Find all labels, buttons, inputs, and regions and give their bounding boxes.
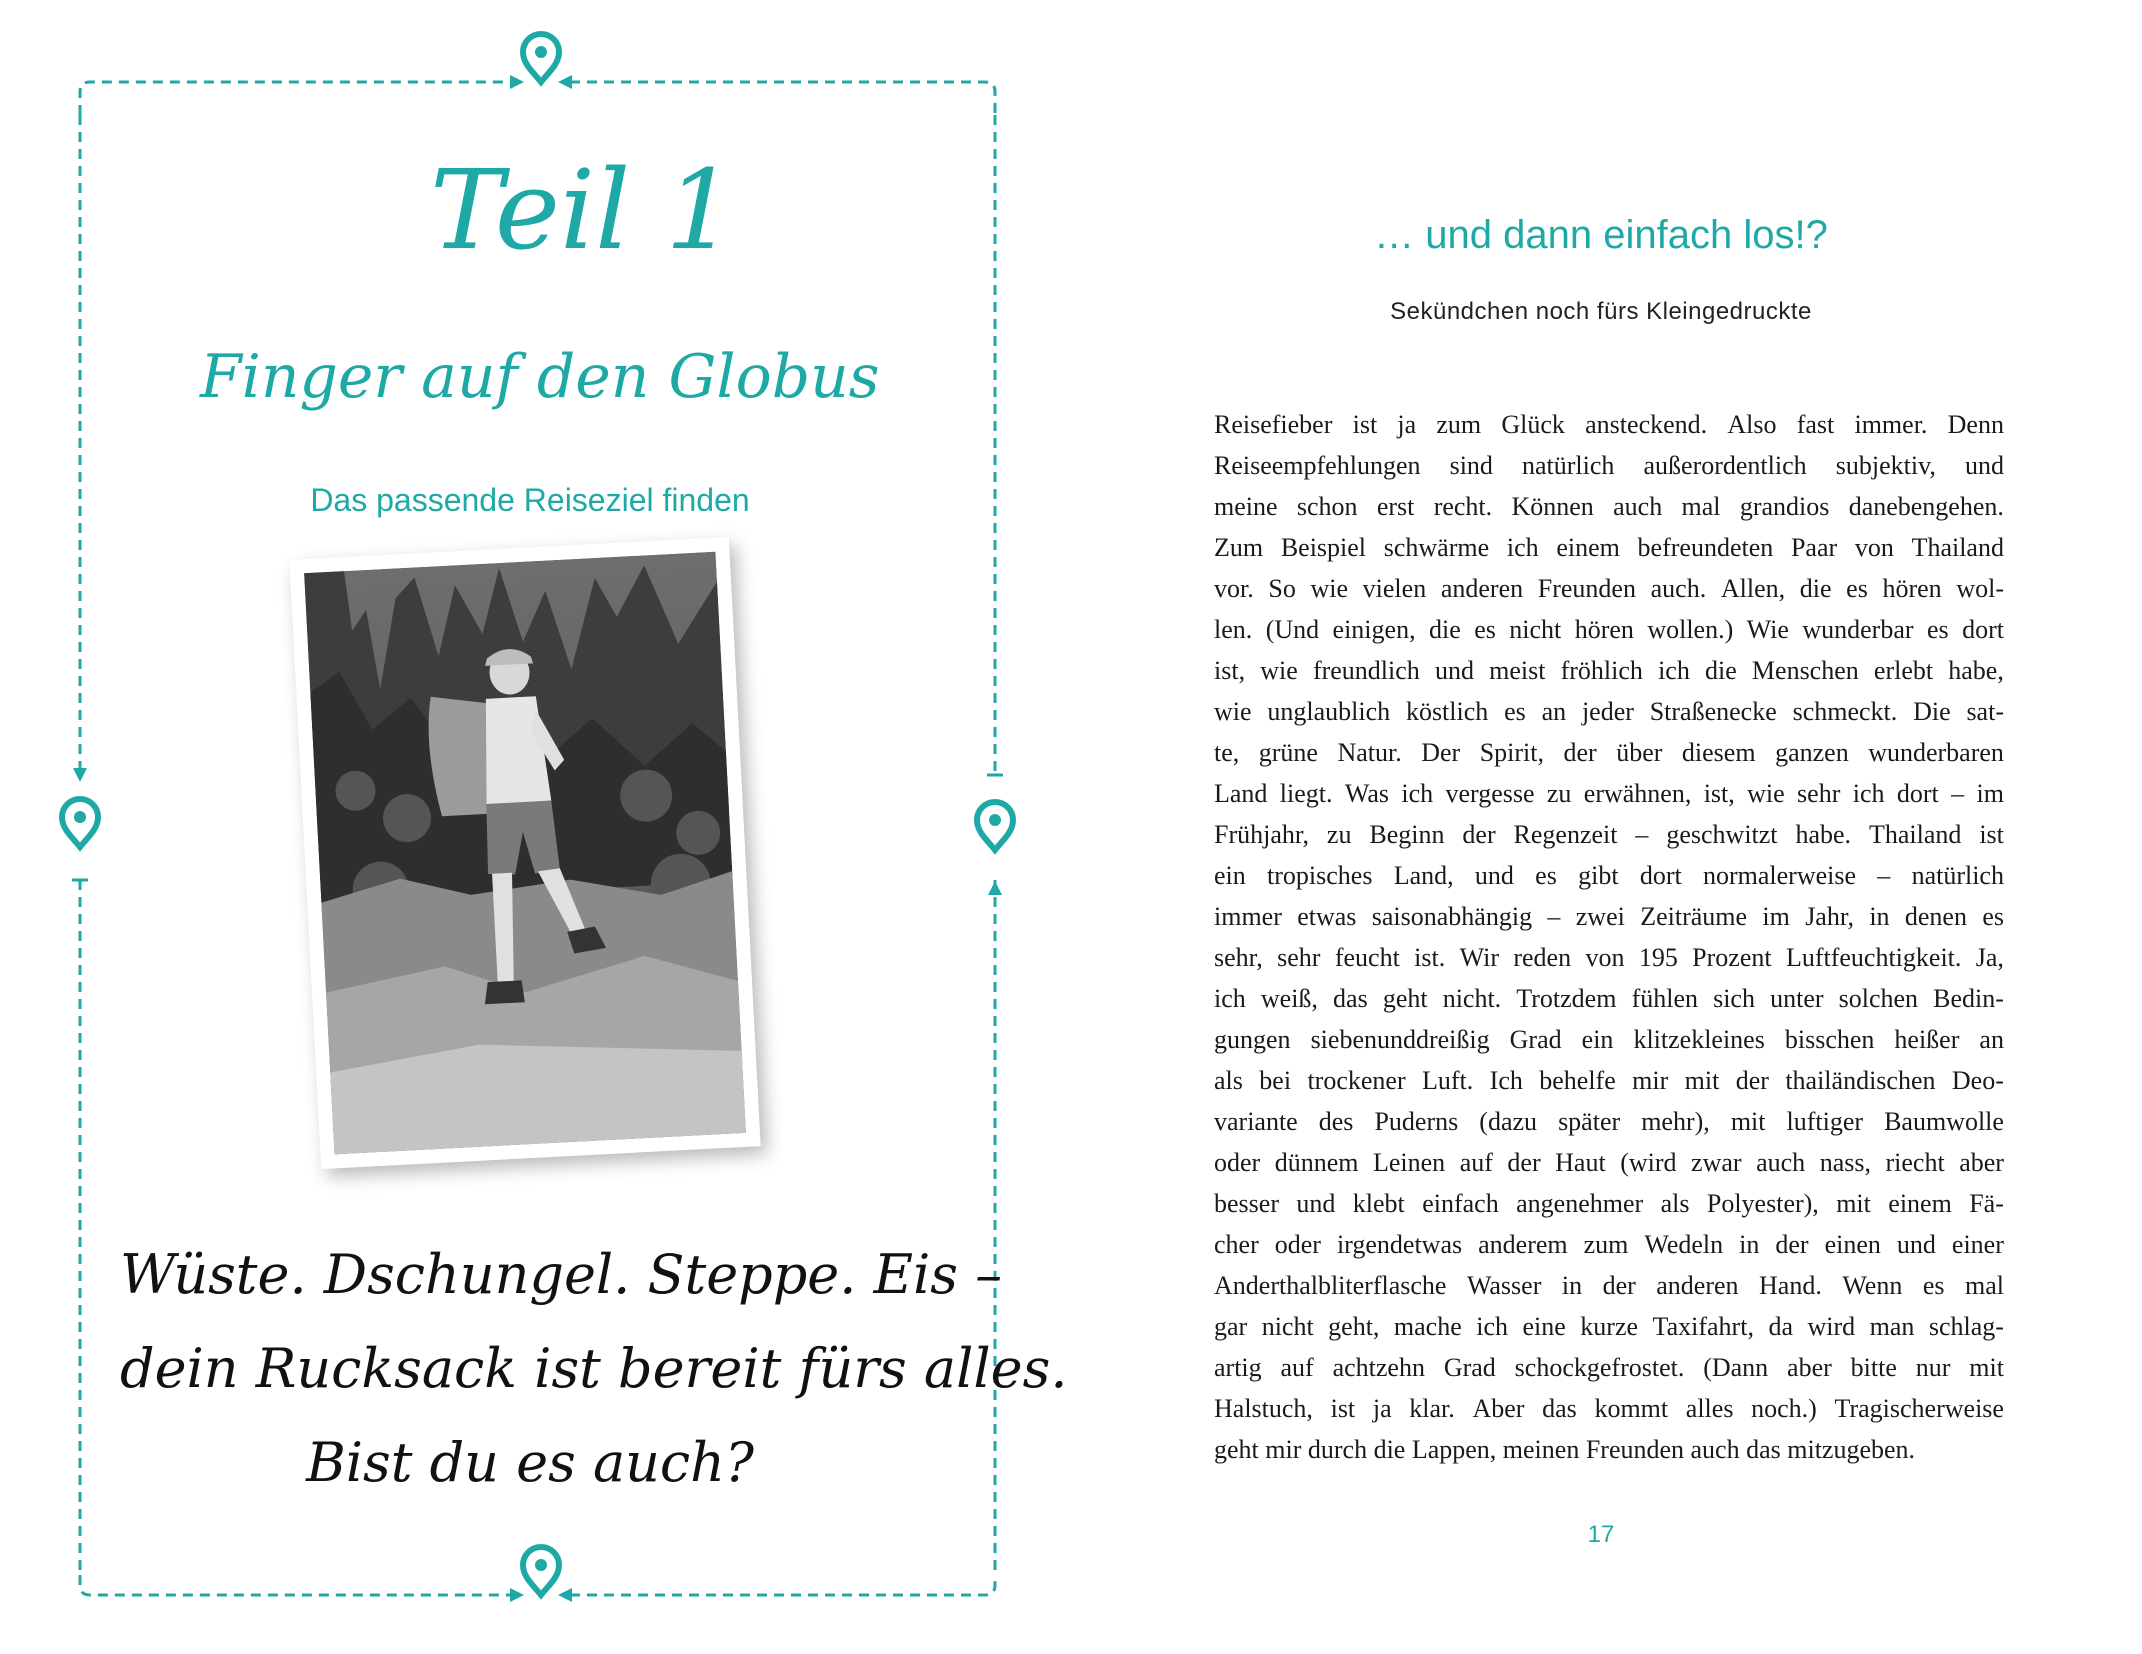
body-line: geht mir durch die Lappen, meinen Freunden auch das mitzugeben. bbox=[1214, 1435, 1916, 1464]
chapter-title: … und dann einfach los!? bbox=[1374, 213, 1828, 257]
hiker-photo bbox=[289, 537, 760, 1169]
body-line: vor. So wie vielen anderen Freunden auch. Allen, die es hören wol- bbox=[1214, 574, 2004, 603]
body-line: wie unglaublich köstlich es an jeder Straßenecke schmeckt. Die sat- bbox=[1214, 697, 2004, 726]
body-line: Land liegt. Was ich vergesse zu erwähnen, ist, wie sehr ich dort – im bbox=[1214, 779, 2004, 808]
body-line: Reisefieber ist ja zum Glück ansteckend. Also fast immer. Denn bbox=[1214, 410, 2004, 439]
body-line: Zum Beispiel schwärme ich einem befreundeten Paar von Thailand bbox=[1214, 533, 2004, 562]
body-line: Frühjahr, zu Beginn der Regenzeit – geschwitzt habe. Thailand ist bbox=[1214, 820, 2004, 849]
quote bbox=[120, 1228, 1068, 1510]
body-line: als bei trockener Luft. Ich behelfe mir mit der thailändischen Deo- bbox=[1214, 1066, 2004, 1095]
body-line: Anderthalbliterflasche Wasser in der anderen Hand. Wenn es mal bbox=[1214, 1271, 2004, 1300]
quote-line: Bist du es auch? bbox=[306, 1431, 754, 1494]
body-line: besser und klebt einfach angenehmer als Polyester), mit einem Fä- bbox=[1214, 1189, 2004, 1218]
body-line: sehr, sehr feucht ist. Wir reden von 195 Prozent Luftfeuchtigkeit. Ja, bbox=[1214, 943, 2004, 972]
part-subtitle: Finger auf den Globus bbox=[200, 342, 880, 412]
body-line: cher oder irgendetwas anderem zum Wedeln in der einen und einer bbox=[1214, 1230, 2004, 1259]
body-line: ich weiß, das geht nicht. Trotzdem fühlen sich unter solchen Bedin- bbox=[1214, 984, 2004, 1013]
body-line: immer etwas saisonabhängig – zwei Zeiträume im Jahr, in denen es bbox=[1214, 902, 2004, 931]
body-line: meine schon erst recht. Können auch mal grandios danebengehen. bbox=[1214, 492, 2004, 521]
body-line: ist, wie freundlich und meist fröhlich ich die Menschen erlebt habe, bbox=[1214, 656, 2004, 685]
photo-card bbox=[289, 537, 760, 1169]
chapter-subtitle: Sekündchen noch fürs Kleingedruckte bbox=[1390, 298, 1812, 325]
hiker-photo-image bbox=[304, 552, 746, 1155]
body-line: artig auf achtzehn Grad schockgefrostet. (Dann aber bitte nur mit bbox=[1214, 1353, 2004, 1382]
body-line: gungen siebenunddreißig Grad ein klitzekleines bisschen heißer an bbox=[1214, 1025, 2004, 1054]
body-line: oder dünnem Leinen auf der Haut (wird zwar auch nass, riecht aber bbox=[1214, 1148, 2004, 1177]
part-tagline: Das passende Reiseziel finden bbox=[310, 482, 750, 518]
body-line: variante des Puderns (dazu später mehr), mit luftiger Baumwolle bbox=[1214, 1107, 2004, 1136]
part-title: Teil 1 bbox=[430, 146, 736, 274]
body-line: ein tropisches Land, und es gibt dort normalerweise – natürlich bbox=[1214, 861, 2004, 890]
right-page bbox=[1071, 0, 2142, 1654]
quote-line: Wüste. Dschungel. Steppe. Eis – bbox=[120, 1243, 1003, 1306]
body-line: len. (Und einigen, die es nicht hören wollen.) Wie wunderbar es dort bbox=[1214, 615, 2004, 644]
body-line: Halstuch, ist ja klar. Aber das kommt alles noch.) Tragischerweise bbox=[1214, 1394, 2004, 1423]
body-line: gar nicht geht, mache ich eine kurze Taxifahrt, da wird man schlag- bbox=[1214, 1312, 2004, 1341]
body-paragraph bbox=[1214, 404, 2004, 1470]
page-number: 17 bbox=[1587, 1521, 1615, 1548]
body-line: Reiseempfehlungen sind natürlich außerordentlich subjektiv, und bbox=[1214, 451, 2004, 480]
body-line: te, grüne Natur. Der Spirit, der über diesem ganzen wunderbaren bbox=[1214, 738, 2004, 767]
quote-line: dein Rucksack ist bereit fürs alles. bbox=[120, 1337, 1068, 1400]
